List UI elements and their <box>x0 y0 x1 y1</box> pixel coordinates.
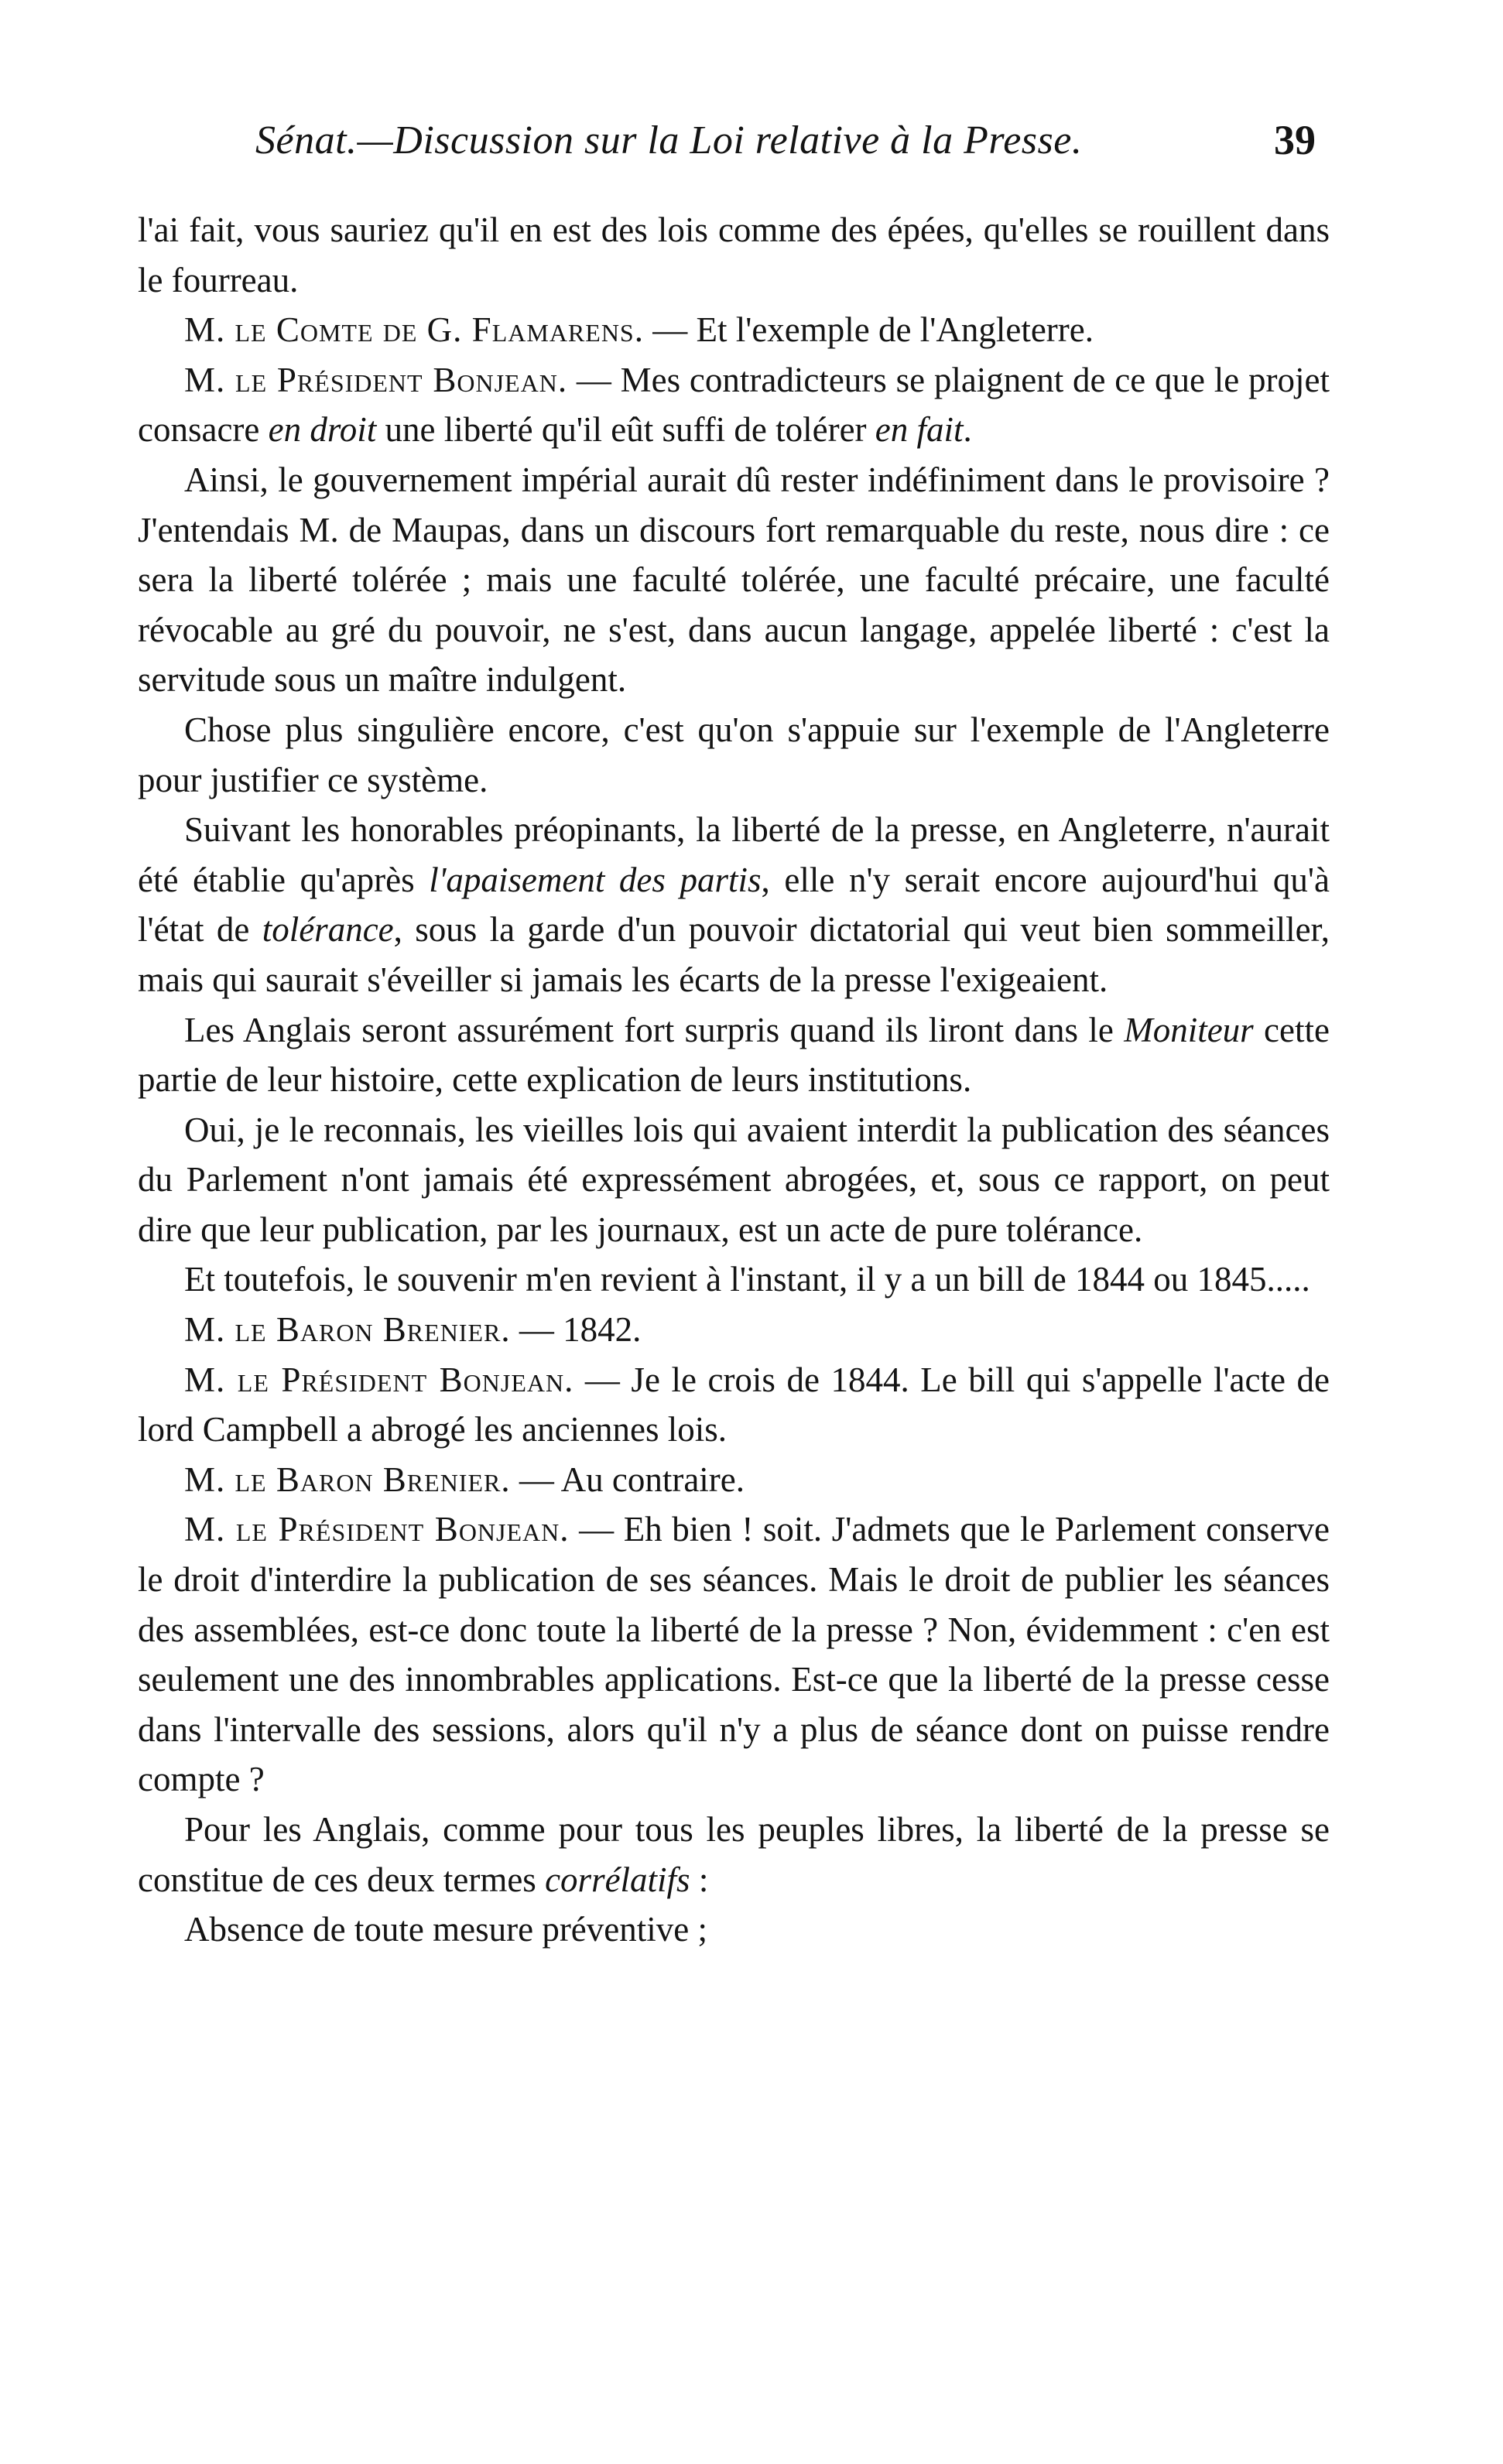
paragraph <box>138 1805 1330 1904</box>
page-number: 39 <box>1274 117 1316 163</box>
italic-text: corrélatifs <box>545 1860 690 1899</box>
paragraph <box>138 1005 1330 1105</box>
italic-text: l'apaisement des partis <box>429 860 762 899</box>
speaker-name: M. le Président Bonjean. <box>184 1510 570 1549</box>
paragraph-text: , elle n'y serait encore aujourd'hui qu'à l'état de <box>138 860 1330 950</box>
paragraph <box>138 1355 1330 1455</box>
paragraph-text: Chose plus singulière encore, c'est qu'on s'appuie sur l'exemple de l'Angleterre pour justifier ce système. <box>138 710 1330 799</box>
paragraph-text: Suivant les honorables préopinants, la liberté de la presse, en Angleterre, n'aurait été établie qu'après <box>138 810 1330 899</box>
paragraph-text: Absence de toute mesure préventive ; <box>184 1910 707 1949</box>
running-title: Sénat.—Discussion sur la Loi relative à la Presse. <box>255 118 1083 163</box>
paragraph <box>138 1105 1330 1255</box>
paragraph-text: , sous la garde d'un pouvoir dictatorial qui veut bien sommeiller, mais qui saurait s'éveiller si jamais les écarts de la presse l'exigeaient. <box>138 910 1330 999</box>
paragraph-text: — Mes contradicteurs se plaignent de ce que le projet consacre <box>138 360 1330 450</box>
paragraph <box>138 705 1330 805</box>
paragraph <box>138 1254 1330 1305</box>
paragraph-text: Les Anglais seront assurément fort surpris quand ils liront dans le <box>184 1010 1125 1049</box>
speaker-name: M. le Baron Brenier. <box>184 1310 511 1350</box>
italic-text: en droit <box>268 410 377 450</box>
paragraph <box>138 805 1330 1004</box>
paragraph <box>138 455 1330 705</box>
speaker-name: M. le Président Bonjean. <box>184 1360 574 1399</box>
paragraph-text: — Je le crois de 1844. Le bill qui s'appelle l'acte de lord Campbell a abrogé les anciennes lois. <box>138 1360 1330 1449</box>
paragraph <box>138 1305 1330 1355</box>
paragraph-text: l'ai fait, vous sauriez qu'il en est des lois comme des épées, qu'elles se rouillent dans le fourreau. <box>138 210 1330 299</box>
paragraph-text: — Eh bien ! soit. J'admets que le Parlement conserve le droit d'interdire la publication de ses séances. Mais le droit de publier les séances des assemblées, est-ce donc toute la liberté de la presse ? Non, évidemment : c'en est seulement une des innombrables applications. Est-ce que la liberté de la presse cesse dans l'intervalle des sessions, alors qu'il n'y a plus de séance dont on puisse rendre compte ? <box>138 1510 1330 1799</box>
italic-text: en fait <box>875 410 964 450</box>
paragraph-text: . <box>963 410 972 450</box>
paragraph-text: — Et l'exemple de l'Angleterre. <box>643 310 1094 350</box>
speaker-name: M. le Comte de G. Flamarens. <box>184 310 644 350</box>
paragraph-text: Pour les Anglais, comme pour tous les peuples libres, la liberté de la presse se constitue de ces deux termes <box>138 1810 1330 1899</box>
italic-text: tolérance <box>262 910 394 950</box>
paragraph-text: : <box>690 1860 709 1899</box>
paragraph-text: une liberté qu'il eût suffi de tolérer <box>376 410 875 450</box>
body-text <box>138 205 1330 1955</box>
paragraph-text: cette partie de leur histoire, cette explication de leurs institutions. <box>138 1010 1330 1100</box>
paragraph-text: Ainsi, le gouvernement impérial aurait dû rester indéfiniment dans le provisoire ? J'entendais M. de Maupas, dans un discours fort remarquable du reste, nous dire : ce sera la liberté tolérée ; mais une faculté tolérée, une faculté précaire, une faculté révocable au gré du pouvoir, ne s'est, dans aucun langage, appelée liberté : c'est la servitude sous un maître indulgent. <box>138 460 1330 700</box>
paragraph <box>138 205 1330 305</box>
speaker-name: M. le Baron Brenier. <box>184 1460 511 1499</box>
paragraph <box>138 1904 1330 1955</box>
paragraph-text: — 1842. <box>510 1310 642 1350</box>
italic-text: Moniteur <box>1124 1010 1254 1049</box>
paragraph-text: Et toutefois, le souvenir m'en revient à l'instant, il y a un bill de 1844 ou 1845..... <box>184 1260 1310 1299</box>
speaker-name: M. le Président Bonjean. <box>184 360 568 399</box>
paragraph <box>138 1504 1330 1805</box>
paragraph <box>138 355 1330 455</box>
page-header <box>255 118 1316 172</box>
paragraph <box>138 1455 1330 1505</box>
paragraph <box>138 305 1330 355</box>
paragraph-text: Oui, je le reconnais, les vieilles lois qui avaient interdit la publication des séances du Parlement n'ont jamais été expressément abrogées, et, sous ce rapport, on peut dire que leur publication, par les journaux, est un acte de pure tolérance. <box>138 1110 1330 1249</box>
paragraph-text: — Au contraire. <box>510 1460 745 1499</box>
